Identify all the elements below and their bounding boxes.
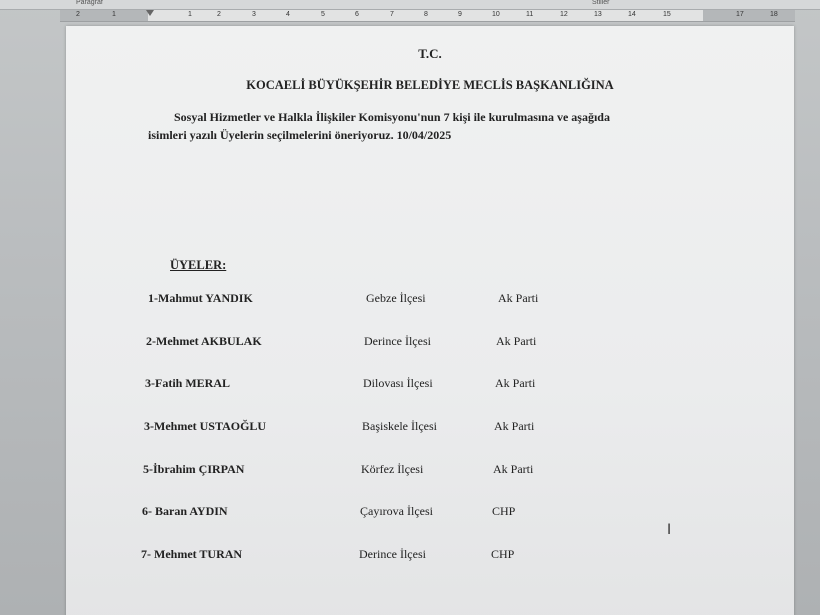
document-title: T.C.: [418, 46, 442, 61]
member-name: 2-Mehmet AKBULAK: [146, 334, 262, 348]
ribbon-group-labels: [0, 0, 820, 10]
ruler-number: 17: [736, 11, 744, 18]
ruler-number: 1: [188, 11, 192, 18]
member-name: 1-Mahmut YANDIK: [148, 291, 253, 305]
paragraph-group-label[interactable]: Paragraf: [76, 0, 103, 6]
members-heading: ÜYELER:: [170, 258, 227, 272]
member-district: Derince İlçesi: [364, 334, 431, 348]
document-page[interactable]: [66, 26, 794, 615]
member-party: Ak Parti: [493, 462, 534, 476]
ruler-number: 13: [594, 11, 602, 18]
member-party: CHP: [491, 547, 515, 561]
member-district: Başiskele İlçesi: [362, 419, 437, 433]
member-name: 3-Fatih MERAL: [145, 376, 230, 390]
ruler-number: 9: [458, 11, 462, 18]
ruler-number: 5: [321, 11, 325, 18]
ruler-number: 10: [492, 11, 500, 18]
member-party: CHP: [492, 504, 516, 518]
member-party: Ak Parti: [498, 291, 539, 305]
ruler-number: 1: [112, 11, 116, 18]
horizontal-ruler[interactable]: [60, 10, 795, 22]
member-district: Gebze İlçesi: [366, 291, 426, 305]
ruler-right-margin: [703, 10, 795, 21]
ruler-number: 8: [424, 11, 428, 18]
ruler-number: 2: [217, 11, 221, 18]
member-party: Ak Parti: [494, 419, 535, 433]
ruler-number: 6: [355, 11, 359, 18]
ruler-number: 14: [628, 11, 636, 18]
ruler-number: 18: [770, 11, 778, 18]
member-name: 3-Mehmet USTAOĞLU: [144, 419, 267, 433]
ruler-number: 7: [390, 11, 394, 18]
document-addressee: KOCAELİ BÜYÜKŞEHİR BELEDİYE MECLİS BAŞKANLIĞINA: [246, 78, 614, 92]
member-name: 6- Baran AYDIN: [142, 504, 228, 518]
ruler-number: 11: [526, 11, 534, 18]
member-name: 5-İbrahim ÇIRPAN: [143, 462, 245, 476]
member-district: Çayırova İlçesi: [360, 504, 433, 518]
ruler-number: 15: [663, 11, 671, 18]
intro-line-2: isimleri yazılı Üyelerin seçilmelerini öneriyoruz. 10/04/2025: [148, 128, 452, 142]
member-party: Ak Parti: [495, 376, 536, 390]
member-district: Körfez İlçesi: [361, 462, 424, 476]
intro-paragraph: [148, 108, 748, 144]
member-district: Derince İlçesi: [359, 547, 426, 561]
first-line-indent-marker[interactable]: [146, 10, 154, 16]
member-name: 7- Mehmet TURAN: [141, 547, 243, 561]
ruler-number: 12: [560, 11, 568, 18]
ruler-number: 4: [286, 11, 290, 18]
intro-line-1: Sosyal Hizmetler ve Halkla İlişkiler Komisyonu'nun 7 kişi ile kurulmasına ve aşağıda: [174, 110, 610, 124]
styles-group-label[interactable]: Stiller: [592, 0, 610, 6]
member-party: Ak Parti: [496, 334, 537, 348]
ruler-left-margin: [60, 10, 148, 21]
text-cursor-icon: I: [667, 522, 672, 538]
ruler-number: 2: [76, 11, 80, 18]
member-district: Dilovası İlçesi: [363, 376, 433, 390]
ruler-number: 3: [252, 11, 256, 18]
